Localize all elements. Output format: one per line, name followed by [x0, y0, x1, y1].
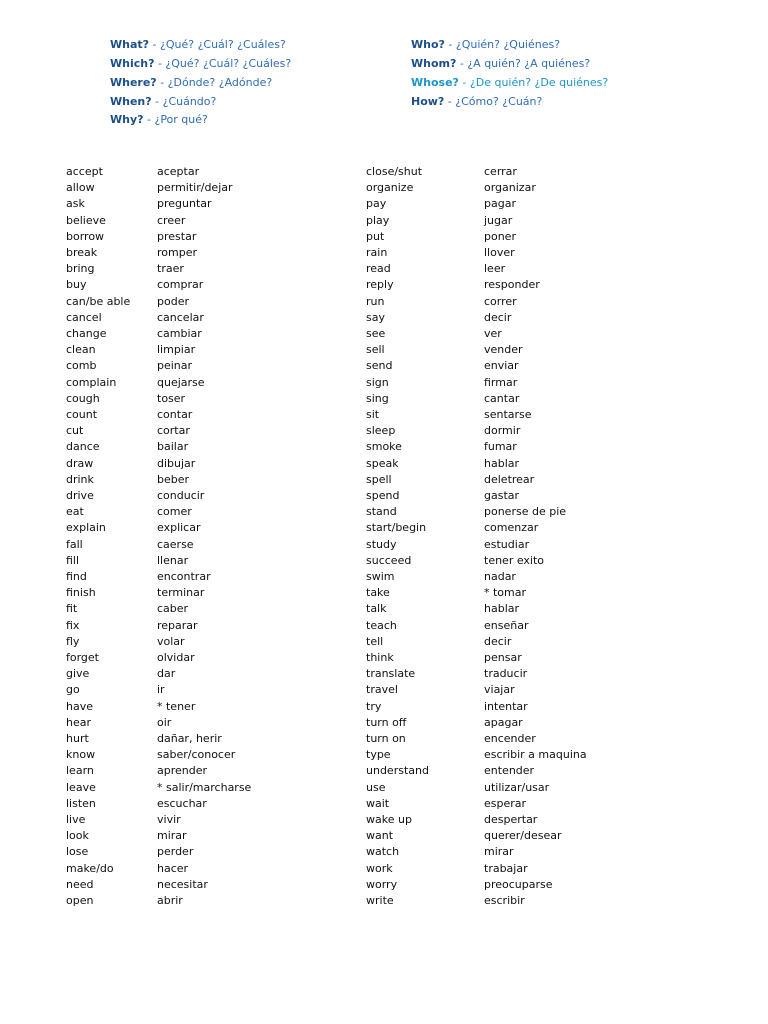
question-why [110, 113, 208, 126]
english-verb: look [66, 829, 89, 843]
english-verb: fix [66, 618, 80, 632]
english-verb: cancel [66, 310, 102, 324]
english-verb: accept [66, 165, 103, 178]
spanish-verb: explicar [157, 521, 201, 535]
spanish-verb: cortar [157, 424, 190, 438]
question-word: Where? [110, 76, 157, 89]
spanish-verb: nadar [484, 570, 516, 583]
english-verb: open [66, 894, 94, 907]
english-verb: fall [66, 537, 83, 551]
english-verb: turn off [366, 715, 407, 729]
spanish-verb: aprender [157, 764, 208, 778]
english-verb: complain [66, 375, 117, 389]
question-translation: - ¿De quién? ¿De quiénes? [458, 76, 609, 89]
english-verb: take [366, 586, 390, 600]
english-verb: translate [366, 667, 416, 681]
english-verb: hear [66, 715, 92, 729]
english-verb: watch [366, 845, 400, 859]
spanish-verb: leer [484, 262, 506, 276]
spanish-verb: traducir [484, 667, 528, 681]
english-verb: pay [366, 197, 387, 211]
spanish-verb: poner [484, 229, 516, 243]
spanish-verb: encender [484, 732, 536, 745]
english-verb: change [66, 327, 107, 340]
spanish-verb: pagar [484, 197, 516, 211]
english-verb: smoke [366, 440, 402, 454]
spanish-verb: cambiar [157, 327, 202, 340]
spanish-verb: ver [484, 327, 502, 340]
english-verb: talk [366, 602, 387, 616]
spanish-verb: abrir [157, 894, 183, 907]
spanish-verb: entender [484, 764, 535, 778]
english-verb: wake up [366, 813, 412, 826]
question-word: Who? [411, 38, 445, 51]
english-verb: leave [66, 780, 96, 794]
spanish-verb: correr [484, 294, 517, 308]
spanish-verb: cantar [484, 391, 520, 405]
spanish-verb: apagar [484, 715, 523, 729]
spanish-verb: creer [157, 213, 186, 227]
spanish-verb: hacer [157, 861, 189, 875]
spanish-verb: llover [484, 246, 515, 259]
spanish-verb: escribir [484, 894, 525, 907]
english-verb: sell [366, 343, 385, 357]
question-who [411, 38, 560, 51]
english-verb: learn [66, 764, 94, 778]
spanish-verb: perder [157, 845, 194, 859]
english-verb: hurt [66, 732, 89, 745]
question-which [110, 57, 291, 70]
english-verb: turn on [366, 732, 406, 745]
spanish-verb: dar [157, 667, 176, 681]
english-verb: lose [66, 845, 89, 859]
spanish-verb: romper [157, 246, 197, 259]
spanish-verb: aceptar [157, 165, 200, 178]
question-translation: - ¿Cómo? ¿Cuán? [444, 95, 543, 108]
question-word: How? [411, 95, 445, 108]
english-verb: rain [366, 246, 388, 259]
english-verb: spend [366, 489, 400, 502]
spanish-verb: comer [157, 505, 192, 519]
spanish-verb: mirar [157, 829, 187, 843]
question-translation: - ¿Por qué? [143, 113, 208, 126]
english-verb: read [366, 262, 391, 276]
spanish-verb: necesitar [157, 877, 208, 891]
english-verb: understand [366, 764, 429, 778]
spanish-verb: tener exito [484, 553, 545, 567]
spanish-verb: prestar [157, 229, 197, 243]
english-verb: comb [66, 359, 97, 373]
english-verb: stand [366, 505, 397, 519]
question-word: Which? [110, 57, 155, 70]
english-verb: fill [66, 553, 80, 567]
question-translation: - ¿A quién? ¿A quiénes? [456, 57, 591, 70]
english-verb: make/do [66, 861, 114, 875]
spanish-verb: reparar [157, 618, 198, 632]
english-verb: try [366, 699, 382, 713]
spanish-verb: preocuparse [484, 877, 553, 891]
english-verb: bring [66, 262, 95, 276]
english-verb: drink [66, 472, 94, 486]
english-verb: start/begin [366, 521, 427, 535]
spanish-verb: encontrar [157, 570, 211, 583]
english-verb: tell [366, 634, 384, 648]
spanish-verb: comenzar [484, 521, 539, 535]
english-verb: swim [366, 570, 395, 583]
english-verb: fly [66, 634, 80, 648]
english-verb: write [366, 894, 394, 907]
question-translation: - ¿Cuándo? [151, 95, 217, 108]
english-verb: travel [366, 683, 398, 697]
spanish-verb: fumar [484, 440, 517, 454]
english-verb: run [366, 294, 385, 308]
spanish-verb: responder [484, 278, 540, 292]
spanish-verb: contar [157, 408, 193, 421]
spanish-verb: viajar [484, 683, 515, 697]
spanish-verb: pensar [484, 651, 522, 664]
english-verb: put [366, 229, 385, 243]
spanish-verb: querer/desear [484, 829, 562, 843]
spanish-verb: * salir/marcharse [157, 780, 252, 794]
question-translation: - ¿Qué? ¿Cuál? ¿Cuáles? [149, 38, 286, 51]
english-verb: cut [66, 424, 84, 438]
spanish-verb: olvidar [157, 651, 195, 664]
english-verb: see [366, 327, 386, 340]
spanish-verb: cancelar [157, 310, 204, 324]
english-verb: break [66, 246, 98, 259]
spanish-verb: * tener [157, 699, 196, 713]
spanish-verb: beber [157, 472, 190, 486]
english-verb: send [366, 359, 393, 373]
spanish-verb: permitir/dejar [157, 181, 233, 195]
english-verb: say [366, 310, 385, 324]
spanish-verb: saber/conocer [157, 748, 236, 762]
spanish-verb: llenar [157, 553, 189, 567]
english-verb: go [66, 683, 80, 697]
english-verb: sign [366, 375, 389, 389]
english-verb: drive [66, 489, 94, 502]
spanish-verb: volar [157, 634, 185, 648]
question-word: Why? [110, 113, 144, 126]
english-verb: know [66, 748, 96, 762]
english-verb: use [366, 780, 386, 794]
spanish-verb: sentarse [484, 408, 532, 421]
spanish-verb: preguntar [157, 197, 212, 211]
english-verb: eat [66, 505, 84, 519]
english-verb: reply [366, 278, 394, 292]
english-verb: dance [66, 440, 100, 454]
spanish-verb: conducir [157, 489, 205, 502]
question-whom [411, 57, 590, 70]
english-verb: sleep [366, 424, 396, 438]
english-verb: believe [66, 213, 106, 227]
english-verb: can/be able [66, 294, 131, 308]
spanish-verb: ponerse de pie [484, 505, 567, 519]
spanish-verb: traer [157, 262, 184, 276]
spanish-verb: jugar [484, 213, 513, 227]
english-verb: listen [66, 796, 96, 810]
spanish-verb: poder [157, 294, 189, 308]
english-verb: count [66, 408, 98, 421]
spanish-verb: ir [157, 683, 165, 697]
english-verb: study [366, 537, 397, 551]
spanish-verb: caber [157, 602, 189, 616]
spanish-verb: toser [157, 391, 186, 405]
spanish-verb: comprar [157, 278, 204, 292]
spanish-verb: gastar [484, 489, 520, 502]
question-what [110, 38, 286, 51]
english-verb: think [366, 651, 394, 664]
spanish-verb: dañar, herir [157, 732, 222, 745]
spanish-verb: dormir [484, 424, 521, 438]
spanish-verb: deletrear [484, 472, 535, 486]
english-verb: want [366, 829, 394, 843]
english-verb: draw [66, 456, 94, 470]
spanish-verb: quejarse [157, 375, 205, 389]
question-translation: - ¿Dónde? ¿Adónde? [156, 76, 273, 89]
english-verb: organize [366, 181, 414, 195]
question-translation: - ¿Quién? ¿Quiénes? [444, 38, 561, 51]
english-verb: type [366, 748, 391, 762]
english-verb: forget [66, 651, 99, 664]
english-verb: speak [366, 456, 399, 470]
spanish-verb: vender [484, 343, 523, 357]
spanish-verb: hablar [484, 602, 520, 616]
spanish-verb: vivir [157, 813, 181, 826]
spanish-verb: escribir a maquina [484, 748, 587, 762]
spanish-verb: intentar [484, 699, 528, 713]
spanish-verb: decir [484, 310, 512, 324]
spanish-verb: caerse [157, 537, 194, 551]
spanish-verb: bailar [157, 440, 189, 454]
spanish-verb: peinar [157, 359, 193, 373]
english-verb: sing [366, 391, 389, 405]
english-verb: buy [66, 278, 87, 292]
spanish-verb: organizar [484, 181, 536, 195]
english-verb: work [366, 861, 393, 875]
spanish-verb: terminar [157, 586, 205, 600]
english-verb: have [66, 699, 93, 713]
spanish-verb: estudiar [484, 537, 530, 551]
question-word: When? [110, 95, 152, 108]
spanish-verb: despertar [484, 813, 538, 826]
spanish-verb: dibujar [157, 456, 196, 470]
english-verb: teach [366, 618, 397, 632]
english-verb: finish [66, 586, 96, 600]
spanish-verb: enviar [484, 359, 519, 373]
spanish-verb: utilizar/usar [484, 780, 550, 794]
spanish-verb: enseñar [484, 618, 529, 632]
spanish-verb: hablar [484, 456, 520, 470]
english-verb: wait [366, 796, 390, 810]
english-verb: ask [66, 197, 85, 211]
english-verb: clean [66, 343, 96, 357]
spanish-verb: decir [484, 634, 512, 648]
english-verb: find [66, 570, 87, 583]
spanish-verb: escuchar [157, 796, 207, 810]
english-verb: explain [66, 521, 106, 535]
spanish-verb: * tomar [484, 586, 527, 600]
question-where [110, 76, 272, 89]
question-translation: - ¿Qué? ¿Cuál? ¿Cuáles? [154, 57, 292, 70]
question-word: Whom? [411, 57, 457, 70]
english-verb: cough [66, 391, 100, 405]
english-verb: borrow [66, 229, 105, 243]
spanish-verb: limpiar [157, 343, 196, 357]
english-verb: allow [66, 181, 95, 195]
english-verb: fit [66, 602, 78, 616]
question-word: What? [110, 38, 150, 51]
question-whose [411, 76, 608, 89]
english-verb: live [66, 813, 86, 826]
english-verb: close/shut [366, 165, 423, 178]
question-how [411, 95, 542, 108]
question-when [110, 95, 216, 108]
spanish-verb: firmar [484, 375, 518, 389]
english-verb: play [366, 213, 390, 227]
english-verb: spell [366, 472, 392, 486]
spanish-verb: mirar [484, 845, 514, 859]
spanish-verb: oir [157, 715, 172, 729]
spanish-verb: trabajar [484, 861, 528, 875]
english-verb: give [66, 667, 90, 681]
question-word: Whose? [411, 76, 459, 89]
english-verb: need [66, 877, 94, 891]
spanish-verb: cerrar [484, 165, 517, 178]
english-verb: worry [366, 877, 398, 891]
english-verb: sit [366, 408, 380, 421]
english-verb: succeed [366, 553, 412, 567]
spanish-verb: esperar [484, 796, 527, 810]
